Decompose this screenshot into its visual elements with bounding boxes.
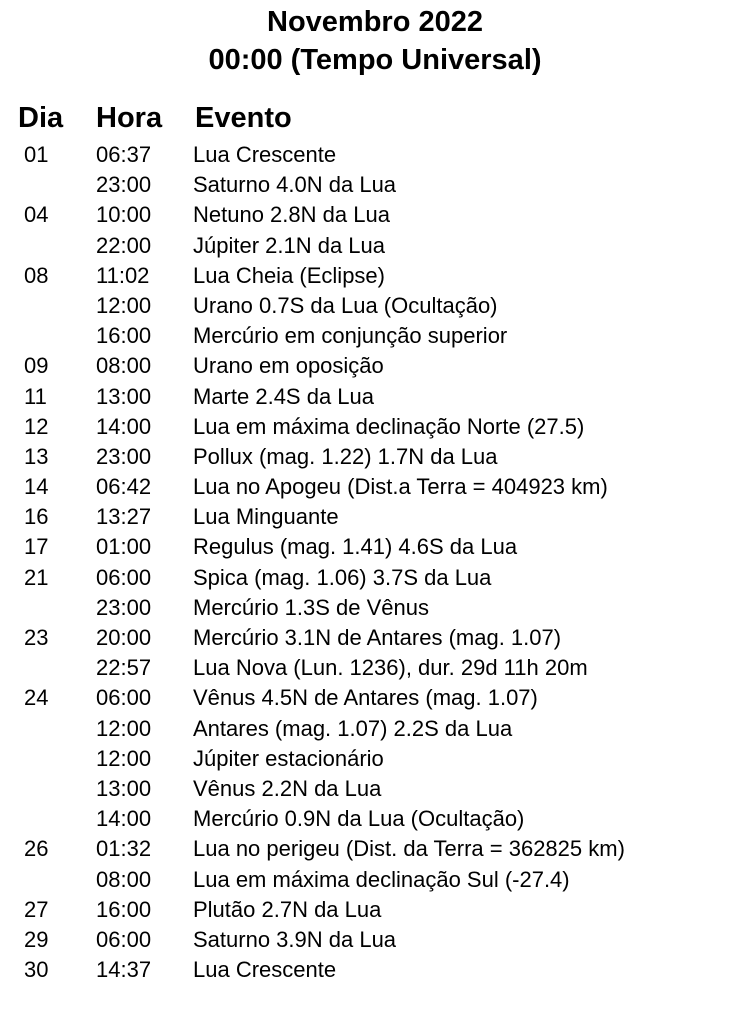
cell-dia: 26 [24,836,49,862]
cell-evento: Lua em máxima declinação Sul (-27.4) [193,866,570,892]
table-row [0,865,750,895]
cell-hora: 13:27 [96,504,152,530]
cell-hora: 06:00 [96,564,152,590]
cell-dia: 08 [24,262,49,288]
cell-dia: 27 [24,896,49,922]
cell-dia: 24 [24,685,49,711]
cell-evento: Netuno 2.8N da Lua [193,202,390,228]
cell-dia: 21 [24,564,49,590]
cell-evento: Júpiter estacionário [193,745,384,771]
cell-evento: Antares (mag. 1.07) 2.2S da Lua [193,715,513,741]
table-row [0,502,750,532]
cell-evento: Saturno 3.9N da Lua [193,926,397,952]
cell-evento: Mercúrio 0.9N da Lua (Ocultação) [193,806,525,832]
cell-evento: Regulus (mag. 1.41) 4.6S da Lua [193,534,518,560]
cell-evento: Saturno 4.0N da Lua [193,172,397,198]
table-row [0,231,750,261]
cell-evento: Urano em oposição [193,353,384,379]
cell-hora: 20:00 [96,625,152,650]
cell-hora: 12:00 [96,292,152,318]
cell-hora: 14:00 [96,806,152,832]
cell-hora: 13:00 [96,383,152,409]
table-row [0,623,750,653]
table-row [0,261,750,291]
cell-hora: 12:00 [96,715,152,741]
table-row [0,895,750,925]
cell-hora: 06:00 [96,926,152,952]
cell-hora: 13:00 [96,775,152,801]
cell-hora: 06:00 [96,685,152,711]
cell-hora: 10:00 [96,202,152,228]
events-table [0,140,750,985]
cell-hora: 22:57 [96,655,152,681]
cell-hora: 11:02 [96,262,150,288]
cell-hora: 14:37 [96,957,152,983]
cell-evento: Vênus 4.5N de Antares (mag. 1.07) [193,685,538,711]
table-row [0,955,750,985]
cell-hora: 01:00 [96,534,152,560]
cell-evento: Plutão 2.7N da Lua [193,896,382,922]
cell-dia: 14 [24,474,49,500]
cell-hora: 14:00 [96,413,152,439]
table-row [0,804,750,834]
cell-hora: 16:00 [96,896,152,922]
table-row [0,653,750,683]
table-row [0,683,750,713]
page-subtitle: 00:00 (Tempo Universal) [208,44,542,76]
table-row [0,834,750,864]
column-header-hora: Hora [96,102,163,134]
cell-dia: 11 [24,383,47,409]
table-row [0,291,750,321]
cell-hora: 08:00 [96,866,152,892]
table-row [0,714,750,744]
cell-dia: 01 [24,142,49,167]
cell-dia: 30 [24,957,49,983]
table-row [0,925,750,955]
cell-hora: 01:32 [96,836,152,862]
cell-evento: Mercúrio 3.1N de Antares (mag. 1.07) [193,625,562,650]
cell-dia: 29 [24,926,49,952]
cell-evento: Mercúrio 1.3S de Vênus [193,594,430,620]
table-row [0,200,750,230]
cell-evento: Lua Nova (Lun. 1236), dur. 29d 11h 20m [193,655,588,681]
table-row [0,472,750,502]
cell-dia: 23 [24,625,49,650]
cell-hora: 22:00 [96,232,152,258]
cell-dia: 12 [24,413,49,439]
cell-evento: Spica (mag. 1.06) 3.7S da Lua [193,564,492,590]
table-header [0,100,750,136]
cell-hora: 23:00 [96,594,152,620]
cell-hora: 06:37 [96,142,152,167]
cell-dia: 09 [24,353,49,379]
cell-hora: 08:00 [96,353,152,379]
table-row [0,140,750,170]
table-row [0,321,750,351]
cell-evento: Lua no perigeu (Dist. da Terra = 362825 km) [193,836,625,862]
cell-hora: 23:00 [96,443,152,469]
cell-evento: Urano 0.7S da Lua (Ocultação) [193,292,498,318]
cell-evento: Pollux (mag. 1.22) 1.7N da Lua [193,443,498,469]
table-row [0,412,750,442]
cell-dia: 16 [24,504,49,530]
cell-evento: Júpiter 2.1N da Lua [193,232,386,258]
cell-hora: 12:00 [96,745,152,771]
cell-evento: Mercúrio em conjunção superior [193,323,508,349]
table-row [0,382,750,412]
cell-hora: 16:00 [96,323,152,349]
column-header-evento: Evento [195,102,292,134]
cell-evento: Marte 2.4S da Lua [193,383,375,409]
cell-dia: 13 [24,443,49,469]
table-row [0,442,750,472]
table-row [0,351,750,381]
cell-hora: 23:00 [96,172,152,198]
cell-evento: Lua em máxima declinação Norte (27.5) [193,413,585,439]
table-row [0,774,750,804]
cell-hora: 06:42 [96,474,152,500]
cell-evento: Lua Cheia (Eclipse) [193,262,385,288]
cell-evento: Lua Crescente [193,142,337,167]
table-row [0,563,750,593]
cell-evento: Lua Minguante [193,504,339,530]
cell-evento: Lua Crescente [193,957,337,983]
column-header-dia: Dia [18,102,64,134]
cell-dia: 04 [24,202,49,228]
page-title: Novembro 2022 [267,6,483,38]
cell-evento: Lua no Apogeu (Dist.a Terra = 404923 km) [193,474,608,500]
cell-evento: Vênus 2.2N da Lua [193,775,382,801]
cell-dia: 17 [24,534,49,560]
table-row [0,170,750,200]
table-row [0,744,750,774]
table-row [0,532,750,562]
table-row [0,593,750,623]
